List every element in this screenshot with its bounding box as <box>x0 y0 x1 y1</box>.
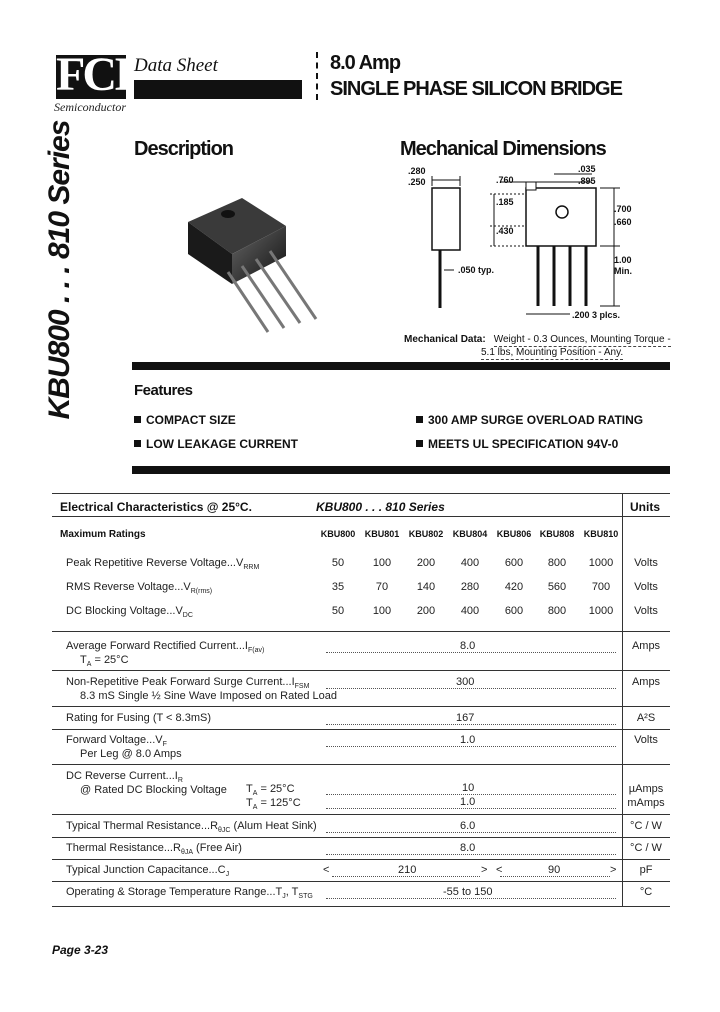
leader-dots <box>332 876 480 877</box>
mechanical-drawing <box>404 162 644 332</box>
company-logo: FCI <box>56 48 130 101</box>
table-cell: 800 <box>547 605 567 617</box>
product-rating: 8.0 Amp <box>330 52 401 74</box>
document-type: Data Sheet <box>134 55 218 76</box>
product-title: SINGLE PHASE SILICON BRIDGE <box>330 78 622 100</box>
table-bottom-border <box>52 906 670 907</box>
row-label: Peak Repetitive Reverse $Voltage...V_{RRM}$ <box>66 557 260 572</box>
row-label: Forward $Voltage...V_F$ <box>66 734 167 749</box>
row-label: Average Forward Rectified $Current...I_{F(av)}$ <box>66 640 265 655</box>
row-divider <box>52 631 670 632</box>
feature-item: 300 AMP SURGE OVERLOAD RATING <box>416 413 643 427</box>
row-label: Typical Junction $Capacitance...C_J$ <box>66 864 230 879</box>
value-cell: 6.0 <box>457 820 478 832</box>
dim-100: 1.00 <box>614 255 632 265</box>
row-label: Thermal $Resistance...R_{\theta JA}$ (Free Air) <box>66 842 242 857</box>
row-divider <box>52 729 670 730</box>
value-cell: 1.0 <box>457 734 478 746</box>
table-cell: 100 <box>372 557 392 569</box>
table-cell: 35 <box>331 581 345 593</box>
units-header: Units <box>630 500 660 514</box>
table-cell: 70 <box>375 581 389 593</box>
value-cell: 90 <box>545 864 563 876</box>
row-divider <box>52 859 670 860</box>
dim-050: .050 typ. <box>458 265 495 275</box>
mechanical-data-label: Mechanical Data: <box>404 334 486 345</box>
table-cell: 50 <box>331 557 345 569</box>
table-cell: 1000 <box>588 605 614 617</box>
mechanical-data-line1: Weight - 0.3 Ounces, Mounting Torque - <box>493 334 671 345</box>
row-label: RMS Reverse $Voltage...V_{R(rms)}$ <box>66 581 213 596</box>
row-label: Operating & Storage Temperature $Range...T_J$, $T_{STG}$ <box>66 886 313 901</box>
row-sublabel: @ Rated DC Blocking Voltage <box>80 784 227 796</box>
feature-item: LOW LEAKAGE CURRENT <box>134 437 298 451</box>
table-cell: 400 <box>460 557 480 569</box>
mechanical-heading: Mechanical Dimensions <box>400 138 606 160</box>
unit-cell: pF <box>639 864 653 876</box>
description-heading: Description <box>134 138 234 160</box>
table-cell: 200 <box>416 557 436 569</box>
unit-cell: Amps <box>631 676 661 688</box>
leader-dots <box>326 724 616 725</box>
table-cell: 50 <box>331 605 345 617</box>
value-cell: 8.0 <box>457 640 478 652</box>
unit-cell: °C / W <box>630 820 662 832</box>
table-cell: 1000 <box>588 557 614 569</box>
unit-cell: Volts <box>634 734 658 746</box>
column-header: KBU800 <box>320 529 356 539</box>
bracket: < <box>320 864 332 876</box>
column-header: KBU801 <box>364 529 400 539</box>
leader-dots <box>326 688 616 689</box>
mechanical-data-line2: 5.1 lbs, Mounting Position - Any. <box>481 347 624 358</box>
row-label: DC Reverse $Current...I_R$ <box>66 770 183 785</box>
row-divider <box>52 670 670 671</box>
page-number: Page 3-23 <box>52 943 109 957</box>
dim-660: .660 <box>614 217 632 227</box>
leader-dots <box>326 746 616 747</box>
row-divider <box>52 881 670 882</box>
table-cell: 700 <box>591 581 611 593</box>
package-image <box>180 186 340 336</box>
feature-item: MEETS UL SPECIFICATION 94V-0 <box>416 437 618 451</box>
dim-760: .760 <box>496 175 514 185</box>
table-cell: 200 <box>416 605 436 617</box>
header-bar <box>134 80 302 99</box>
row-label: DC Blocking $Voltage...V_{DC}$ <box>66 605 193 620</box>
max-ratings-label: Maximum Ratings <box>60 529 146 540</box>
temp-condition: $T_A = 125^\circ C$ <box>246 797 301 812</box>
row-sublabel: Per Leg @ 8.0 Amps <box>80 748 182 760</box>
column-header: KBU808 <box>539 529 575 539</box>
column-header: KBU802 <box>408 529 444 539</box>
column-header: KBU810 <box>583 529 619 539</box>
table-cell: 600 <box>504 557 524 569</box>
dim-200: .200 3 plcs. <box>572 310 621 320</box>
value-cell: 210 <box>395 864 419 876</box>
bracket: > <box>478 864 490 876</box>
unit-cell: mAmps <box>627 797 665 809</box>
leader-dots <box>326 794 616 795</box>
row-divider <box>52 814 670 815</box>
value-cell: 1.0 <box>457 796 478 808</box>
row-label: Rating for Fusing (T < 8.3mS) <box>66 712 211 724</box>
value-cell: 8.0 <box>457 842 478 854</box>
section-divider-bottom <box>132 466 670 474</box>
dim-280: .280 <box>408 166 426 176</box>
row-label: Typical Thermal $Resistance...R_{\theta JC}$ (Alum Heat Sink) <box>66 820 317 835</box>
row-divider <box>52 837 670 838</box>
bracket: > <box>607 864 619 876</box>
unit-cell: Amps <box>631 640 661 652</box>
dim-185: .185 <box>496 197 514 207</box>
logo-subtitle: Semiconductor <box>54 100 126 114</box>
table-cell: 800 <box>547 557 567 569</box>
dim-250: .250 <box>408 177 426 187</box>
leader-dots <box>326 854 616 855</box>
value-cell: 300 <box>453 676 477 688</box>
temp-condition: $T_A = 25^\circ C$ <box>246 783 295 798</box>
table-series: KBU800 . . . 810 Series <box>316 500 445 514</box>
table-cell: 600 <box>504 605 524 617</box>
section-divider-top <box>132 362 670 370</box>
table-cell: 100 <box>372 605 392 617</box>
row-sublabel: $T_A = 25^\circ C$ <box>80 654 129 669</box>
table-cell: 400 <box>460 605 480 617</box>
dim-700: .700 <box>614 204 632 214</box>
row-sublabel: 8.3 mS Single ½ Sine Wave Imposed on Rated Load <box>80 690 338 702</box>
leader-dots <box>326 832 616 833</box>
table-title: Electrical Characteristics @ 25°C. <box>60 500 252 514</box>
row-label: Non-Repetitive Peak Forward Surge $Current...I_{FSM}$ <box>66 676 310 691</box>
row-divider <box>52 706 670 707</box>
unit-cell: A²S <box>636 712 656 724</box>
row-divider <box>52 764 670 765</box>
table-header-border <box>52 516 670 517</box>
leader-dots <box>326 652 616 653</box>
leader-dots <box>500 876 610 877</box>
dim-430: .430 <box>496 226 514 236</box>
table-top-border <box>52 493 670 494</box>
unit-cell: µAmps <box>628 783 664 795</box>
unit-cell: Volts <box>634 605 658 617</box>
dim-min: Min. <box>614 266 632 276</box>
column-header: KBU806 <box>496 529 532 539</box>
leader-dots <box>326 808 616 809</box>
table-cell: 140 <box>416 581 436 593</box>
unit-cell: Volts <box>634 581 658 593</box>
leader-dots <box>326 898 616 899</box>
mechanical-data-note <box>404 334 671 360</box>
table-cell: 560 <box>547 581 567 593</box>
unit-cell: Volts <box>634 557 658 569</box>
header-divider <box>316 52 318 100</box>
column-header: KBU804 <box>452 529 488 539</box>
features-heading: Features <box>134 382 193 399</box>
value-cell: 167 <box>453 712 477 724</box>
feature-item: COMPACT SIZE <box>134 413 236 427</box>
unit-cell: °C / W <box>630 842 662 854</box>
value-cell: 10 <box>459 782 477 794</box>
value-cell: -55 to 150 <box>440 886 496 898</box>
series-vertical-label: KBU800 . . . 810 Series <box>43 120 76 420</box>
unit-cell: °C <box>639 886 653 898</box>
dim-035: .035 <box>578 164 596 174</box>
bracket: < <box>493 864 505 876</box>
table-cell: 420 <box>504 581 524 593</box>
dim-895: .895 <box>578 176 596 186</box>
table-cell: 280 <box>460 581 480 593</box>
